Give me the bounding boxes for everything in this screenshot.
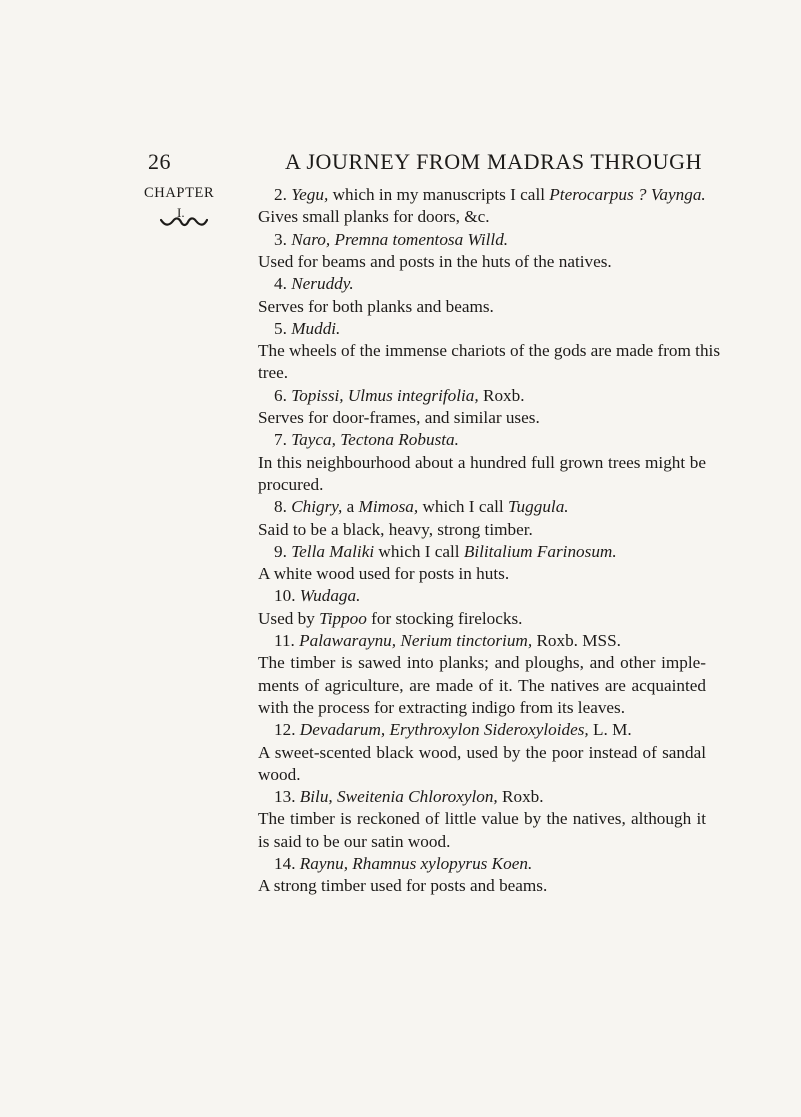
text-span: The timber is sawed into planks; and ploughs, and other imple- <box>258 653 706 673</box>
italic-text: Tippoo <box>319 608 367 628</box>
entry-heading-line <box>274 786 544 807</box>
text-line <box>258 206 490 227</box>
text-span: 2. <box>274 185 292 204</box>
text-line <box>258 296 494 317</box>
text-span: Said to be a black, heavy, strong timber. <box>258 519 533 539</box>
text-span: is said to be our satin wood. <box>258 831 451 851</box>
text-line <box>258 563 509 584</box>
text-span: A strong timber used for posts and beams. <box>258 876 548 896</box>
italic-text: Muddi. <box>291 318 341 338</box>
text-line <box>258 474 323 495</box>
italic-text: Chigry, <box>291 497 343 517</box>
italic-text: Tayca, Tectona Robusta. <box>291 430 459 450</box>
italic-text: Neruddy. <box>291 274 354 294</box>
text-line <box>258 407 540 428</box>
chapter-label: CHAPTER <box>144 185 215 201</box>
entry-heading-line <box>274 630 621 651</box>
italic-text: Tuggula. <box>507 497 569 517</box>
entry-heading-line <box>274 273 354 294</box>
text-span: 13. <box>274 787 300 807</box>
text-line <box>258 340 721 361</box>
running-head: A JOURNEY FROM MADRAS THROUGH <box>285 149 703 174</box>
text-line <box>258 764 301 785</box>
text-span: 11. <box>274 631 300 650</box>
entry-heading-line <box>274 385 525 406</box>
text-span: 14. <box>274 854 300 873</box>
text-span: L. M. <box>588 720 632 740</box>
text-span: The timber is reckoned of little value by the natives, although it <box>258 809 706 829</box>
text-line <box>258 608 522 629</box>
text-span: 3. <box>274 229 292 249</box>
italic-text: Pterocarpus ? Vaynga. <box>549 185 706 204</box>
italic-text: Bilitalium Farinosum. <box>463 541 617 561</box>
page-number: 26 <box>148 149 171 174</box>
text-span: 12. <box>274 720 300 740</box>
text-line <box>258 452 706 473</box>
italic-text: Raynu, Rhamnus xylopyrus Koen. <box>299 854 533 873</box>
italic-text: Palawaraynu, Nerium tinctorium, <box>299 631 533 650</box>
text-span: In this neighbourhood about a hundred full grown trees might be <box>258 452 706 472</box>
text-span: a <box>342 497 359 517</box>
chapter-ornament-icon <box>160 216 208 228</box>
italic-text: Tella Maliki <box>291 541 375 561</box>
text-span: 10. <box>274 586 300 606</box>
text-line <box>258 875 547 896</box>
text-span: ments of agriculture, are made of it. The natives are acquainted <box>258 675 706 695</box>
italic-text: Naro, Premna tomentosa Willd. <box>291 229 509 249</box>
text-span: Roxb. <box>497 787 544 807</box>
text-span: 5. <box>274 318 292 338</box>
text-span: tree. <box>258 363 289 383</box>
text-line <box>258 675 706 696</box>
text-line <box>258 362 288 383</box>
text-span: Used for beams and posts in the huts of the natives. <box>258 251 612 271</box>
text-span: with the process for extracting indigo from its leaves. <box>258 697 626 717</box>
text-span: for stocking firelocks. <box>366 608 523 628</box>
text-span: 6. <box>274 385 292 405</box>
text-span: which in my manuscripts I call <box>328 185 550 204</box>
entry-heading-line <box>274 853 532 874</box>
text-line <box>258 519 533 540</box>
text-span: wood. <box>258 764 301 784</box>
text-span: procured. <box>258 474 324 494</box>
chapter-number: I. <box>177 205 185 220</box>
text-line <box>258 251 612 272</box>
text-span: Roxb. <box>478 385 525 405</box>
text-span: Serves for both planks and beams. <box>258 296 494 316</box>
text-span: Roxb. MSS. <box>532 631 621 650</box>
entry-heading-line <box>274 496 569 517</box>
text-span: 8. <box>274 497 292 517</box>
entry-heading-line <box>274 229 508 250</box>
text-line <box>258 742 706 763</box>
text-line <box>258 831 450 852</box>
italic-text: Bilu, Sweitenia Chloroxylon, <box>299 787 498 807</box>
italic-text: Yegu, <box>291 185 329 204</box>
text-span: A sweet-scented black wood, used by the poor instead of sandal <box>258 742 706 762</box>
text-span: The wheels of the immense chariots of the gods are made from this <box>258 341 721 361</box>
entry-heading-line <box>274 429 459 450</box>
italic-text: Topissi, Ulmus integrifolia, <box>291 385 479 405</box>
text-span: Used by <box>258 608 320 628</box>
text-line <box>258 697 625 718</box>
text-span: A white wood used for posts in huts. <box>258 564 510 584</box>
text-span: 9. <box>274 541 292 561</box>
text-line <box>258 808 706 829</box>
entry-heading-line <box>274 318 340 339</box>
italic-text: Wudaga. <box>299 586 361 606</box>
text-line <box>258 652 706 673</box>
entry-heading-line <box>274 541 617 562</box>
entry-heading-line <box>274 585 360 606</box>
text-span: which I call <box>418 497 508 517</box>
entry-heading-line <box>274 719 632 740</box>
italic-text: Devadarum, Erythroxylon Sideroxyloides, <box>299 720 589 740</box>
italic-text: Mimosa, <box>358 497 419 517</box>
text-span: 4. <box>274 274 292 294</box>
text-span: Serves for door-frames, and similar uses. <box>258 408 540 427</box>
text-span: which I call <box>374 541 464 561</box>
entry-heading-line <box>274 184 706 205</box>
text-span: Gives small planks for doors, &c. <box>258 207 490 227</box>
text-span: 7. <box>274 430 292 450</box>
